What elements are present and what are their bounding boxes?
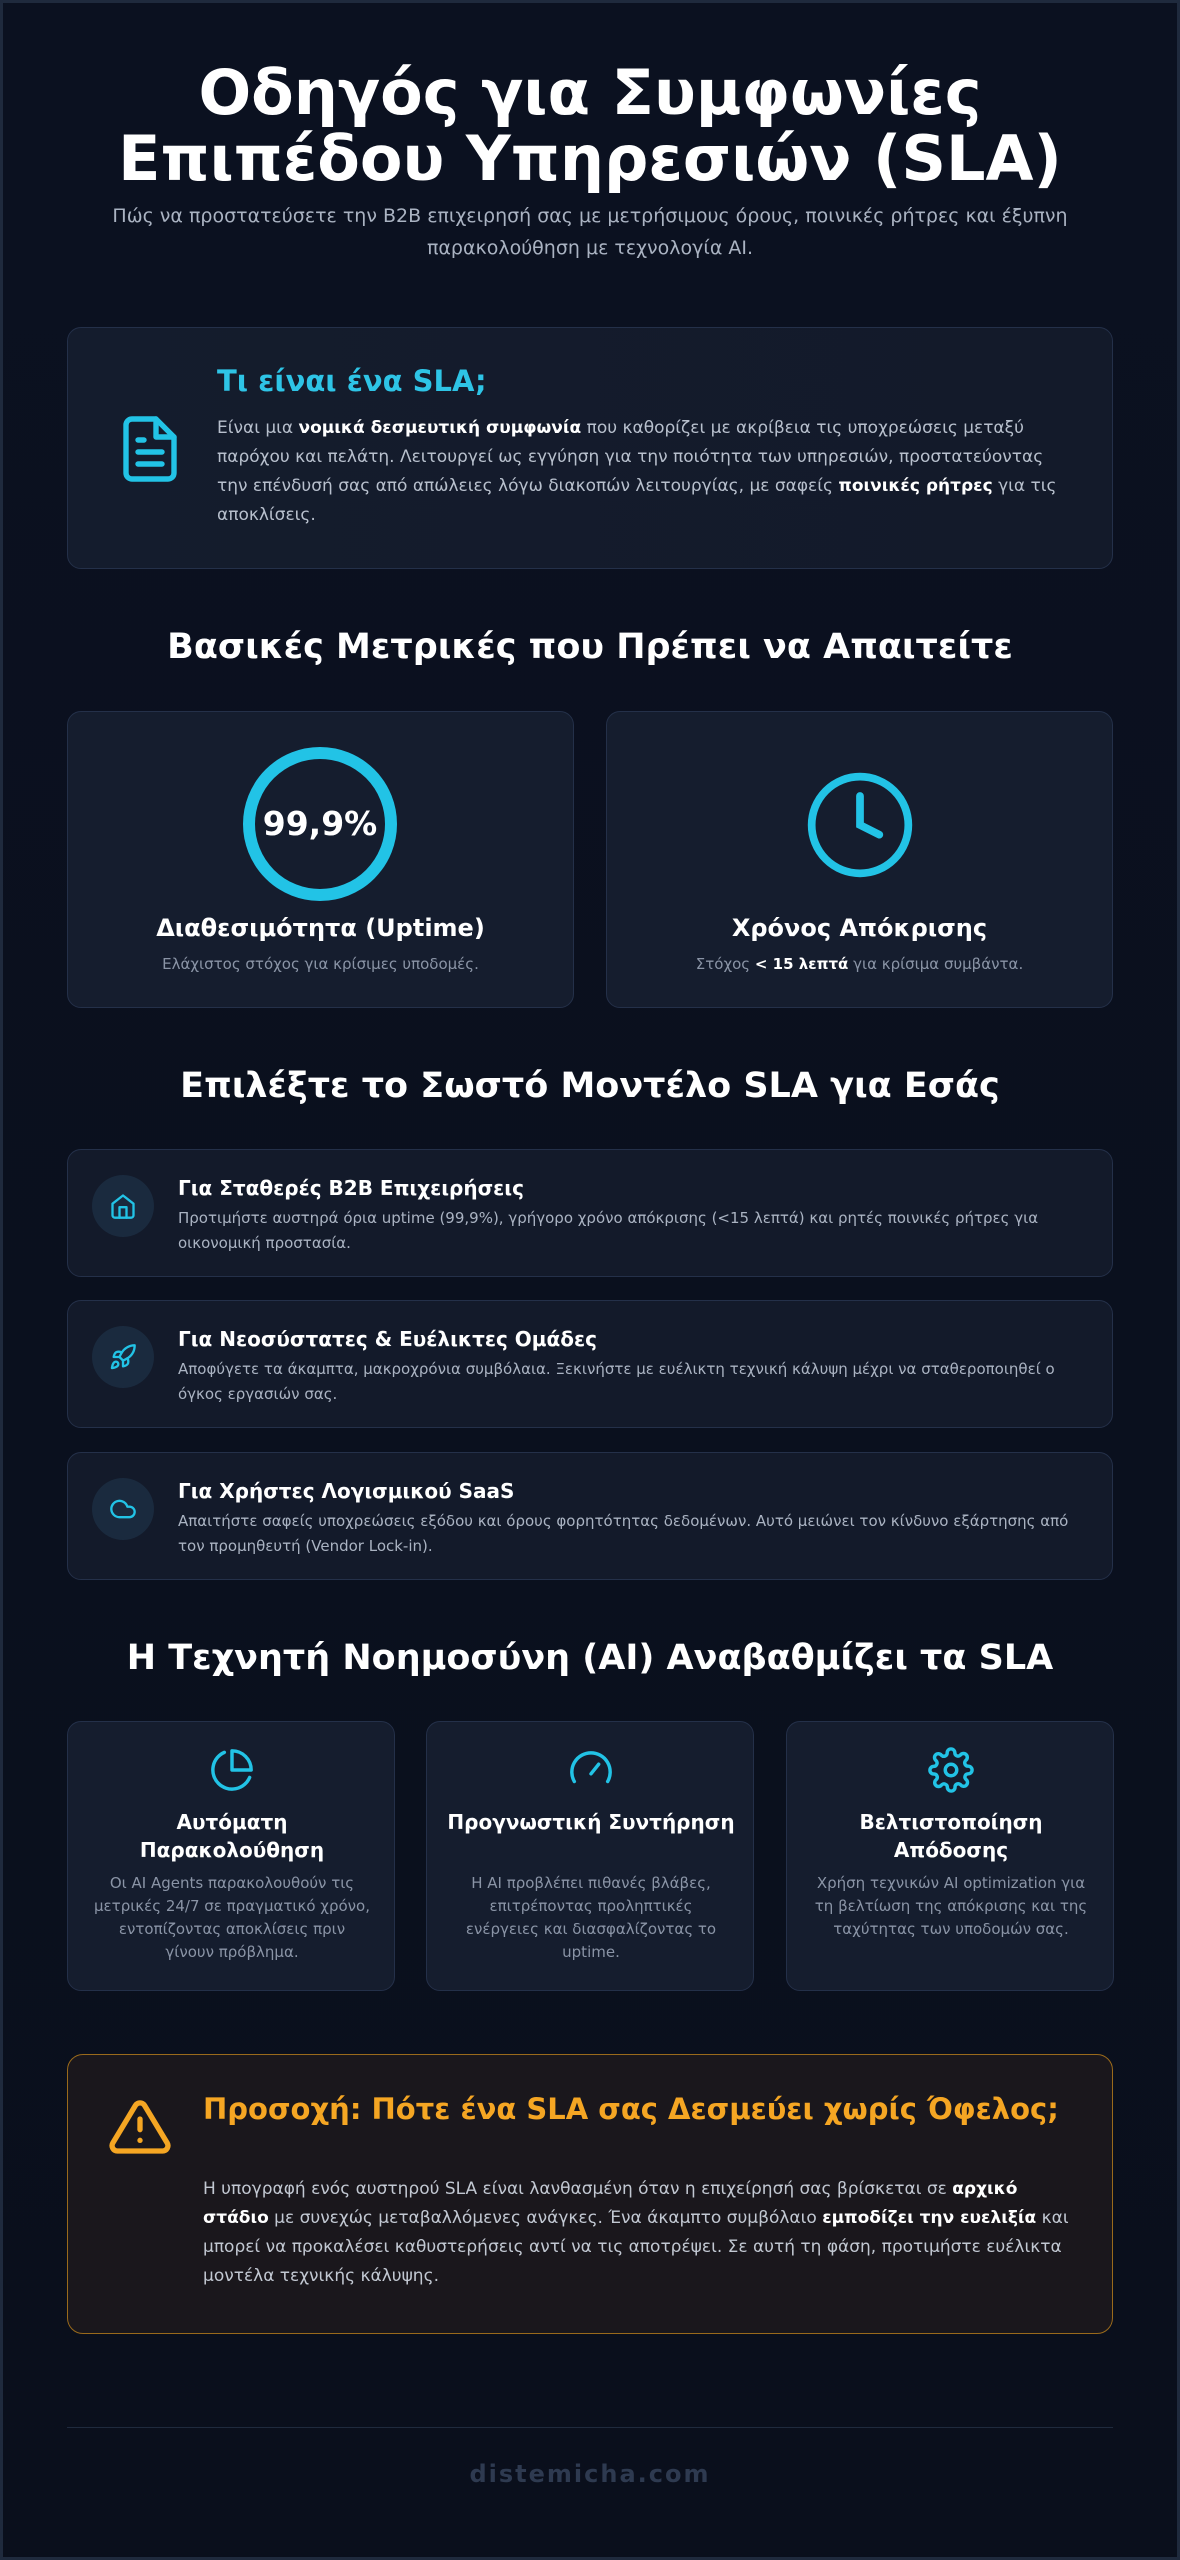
response-time-card xyxy=(606,711,1113,1008)
uptime-value: 99,9% xyxy=(262,804,378,843)
model-title: Για Χρήστες Λογισμικού SaaS xyxy=(178,1479,515,1503)
document-icon xyxy=(114,413,186,485)
page-subtitle: Πώς να προστατεύσετε την B2B επιχειρησή σας με μετρήσιμους όρους, ποινικές ρήτρες και έξυπνη παρακολούθηση με τεχνολογία AI. xyxy=(112,205,1068,259)
intro-text-part: για τις αποκλίσεις. xyxy=(217,476,1057,525)
warning-emphasis: αρχικό στάδιο xyxy=(203,2179,1018,2228)
gauge-icon xyxy=(568,1747,614,1793)
model-card-stable xyxy=(67,1149,1113,1277)
page-title xyxy=(60,56,1120,195)
warning-text-part: Η υπογραφή ενός αυστηρού SLA είναι λανθασμένη όταν η επιχείρησή σας βρίσκεται σε xyxy=(203,2179,953,2199)
ai-card-text: Οι AI Agents παρακολουθούν τις μετρικές 24/7 σε πραγματικό χρόνο, εντοπίζοντας αποκλίσεις πριν γίνουν πρόβλημα. xyxy=(94,1874,370,1961)
uptime-ring xyxy=(243,747,397,901)
footer-brand[interactable]: distemicha.com xyxy=(469,2460,711,2488)
intro-text-part: που καθορίζει με ακρίβεια τις υποχρεώσεις μεταξύ παρόχου και πελάτη. Λειτουργεί ως εγγύηση για την ποιότητα των υπηρεσιών, προστατεύοντας την επένδυσή σας από απώλειες λόγω διακοπών λειτουργίας, με σαφείς xyxy=(217,418,1044,496)
models-section-title: Επιλέξτε το Σωστό Μοντέλο SLA για Εσάς xyxy=(180,1066,1000,1106)
intro-card xyxy=(67,327,1113,569)
metrics-section-title: Βασικές Μετρικές που Πρέπει να Απαιτείτε xyxy=(167,627,1013,667)
uptime-label: Διαθεσιμότητα (Uptime) xyxy=(156,914,485,942)
uptime-card xyxy=(67,711,574,1008)
pie-chart-icon xyxy=(209,1747,255,1793)
response-desc-part: για κρίσιμα συμβάντα. xyxy=(848,955,1024,973)
ai-card-text: Χρήση τεχνικών AI optimization για τη βελτίωση της απόκρισης και της ταχύτητας των υποδομών σας. xyxy=(814,1874,1088,1938)
response-desc xyxy=(607,955,1112,973)
clock-icon xyxy=(802,767,918,883)
model-card-saas xyxy=(67,1452,1113,1580)
ai-card-title: Αυτόματη Παρακολούθηση xyxy=(139,1810,325,1862)
ai-card-optimization xyxy=(786,1721,1114,1991)
intro-emphasis: νομικά δεσμευτική συμφωνία xyxy=(298,418,582,438)
intro-text xyxy=(217,414,1077,530)
model-badge xyxy=(92,1478,154,1540)
ai-section-title: Η Τεχνητή Νοημοσύνη (AI) Αναβαθμίζει τα SLA xyxy=(126,1638,1054,1678)
ai-card-title: Προγνωστική Συντήρηση xyxy=(447,1810,735,1834)
home-icon xyxy=(109,1192,137,1220)
intro-heading: Τι είναι ένα SLA; xyxy=(217,364,487,398)
rocket-icon xyxy=(109,1343,137,1371)
response-label: Χρόνος Απόκρισης xyxy=(731,914,988,942)
warning-heading: Προσοχή: Πότε ένα SLA σας Δεσμεύει χωρίς Όφελος; xyxy=(203,2092,1059,2126)
response-desc-part: Στόχος xyxy=(695,955,755,973)
warning-emphasis: εμποδίζει την ευελιξία xyxy=(822,2208,1037,2228)
warning-text-part: με συνεχώς μεταβαλλόμενες ανάγκες. Ένα άκαμπτο συμβόλαιο xyxy=(268,2208,823,2228)
title-line-1: Οδηγός για Συμφωνίες xyxy=(198,56,982,129)
uptime-desc: Ελάχιστος στόχος για κρίσιμες υποδομές. xyxy=(162,955,479,973)
intro-emphasis: ποινικές ρήτρες xyxy=(838,476,993,496)
ai-card-predictive xyxy=(426,1721,754,1991)
model-title: Για Σταθερές B2B Επιχειρήσεις xyxy=(178,1176,524,1200)
ai-card-text: Η AI προβλέπει πιθανές βλάβες, επιτρέποντας προληπτικές ενέργειες και διασφαλίζοντας το uptime. xyxy=(465,1874,717,1961)
model-card-startup xyxy=(67,1300,1113,1428)
model-text: Προτιμήστε αυστηρά όρια uptime (99,9%), γρήγορο χρόνο απόκρισης (<15 λεπτά) και ρητές ποινικές ρήτρες για οικονομική προστασία. xyxy=(178,1209,1039,1252)
model-title: Για Νεοσύστατες & Ευέλικτες Ομάδες xyxy=(178,1327,597,1351)
warning-card xyxy=(67,2054,1113,2334)
cloud-icon xyxy=(109,1495,137,1523)
model-text: Αποφύγετε τα άκαμπτα, μακροχρόνια συμβόλαια. Ξεκινήστε με ευέλικτη τεχνική κάλυψη μέχρι να σταθεροποιηθεί ο όγκος εργασιών σας. xyxy=(178,1360,1055,1403)
ai-card-title: Βελτιστοποίηση Απόδοσης xyxy=(859,1810,1043,1862)
response-desc-emphasis: < 15 λεπτά xyxy=(754,955,849,973)
model-badge xyxy=(92,1175,154,1237)
intro-text-part: Είναι μια xyxy=(217,418,299,438)
footer-divider xyxy=(67,2427,1113,2428)
model-text: Απαιτήστε σαφείς υποχρεώσεις εξόδου και όρους φορητότητας δεδομένων. Αυτό μειώνει τον κίνδυνο εξάρτησης από τον προμηθευτή (Vendor Lock-in). xyxy=(178,1512,1069,1555)
warning-text-part: και μπορεί να προκαλέσει καθυστερήσεις αντί να τις αποτρέψει. Σε αυτή τη φάση, προτιμήστε ευέλικτα μοντέλα τεχνικής κάλυψης. xyxy=(203,2208,1069,2286)
gear-icon xyxy=(928,1747,974,1793)
warning-text xyxy=(203,2175,1083,2291)
title-line-2: Επιπέδου Υπηρεσιών (SLA) xyxy=(118,122,1062,195)
warning-icon xyxy=(108,2095,172,2159)
ai-card-monitoring xyxy=(67,1721,395,1991)
model-badge xyxy=(92,1326,154,1388)
